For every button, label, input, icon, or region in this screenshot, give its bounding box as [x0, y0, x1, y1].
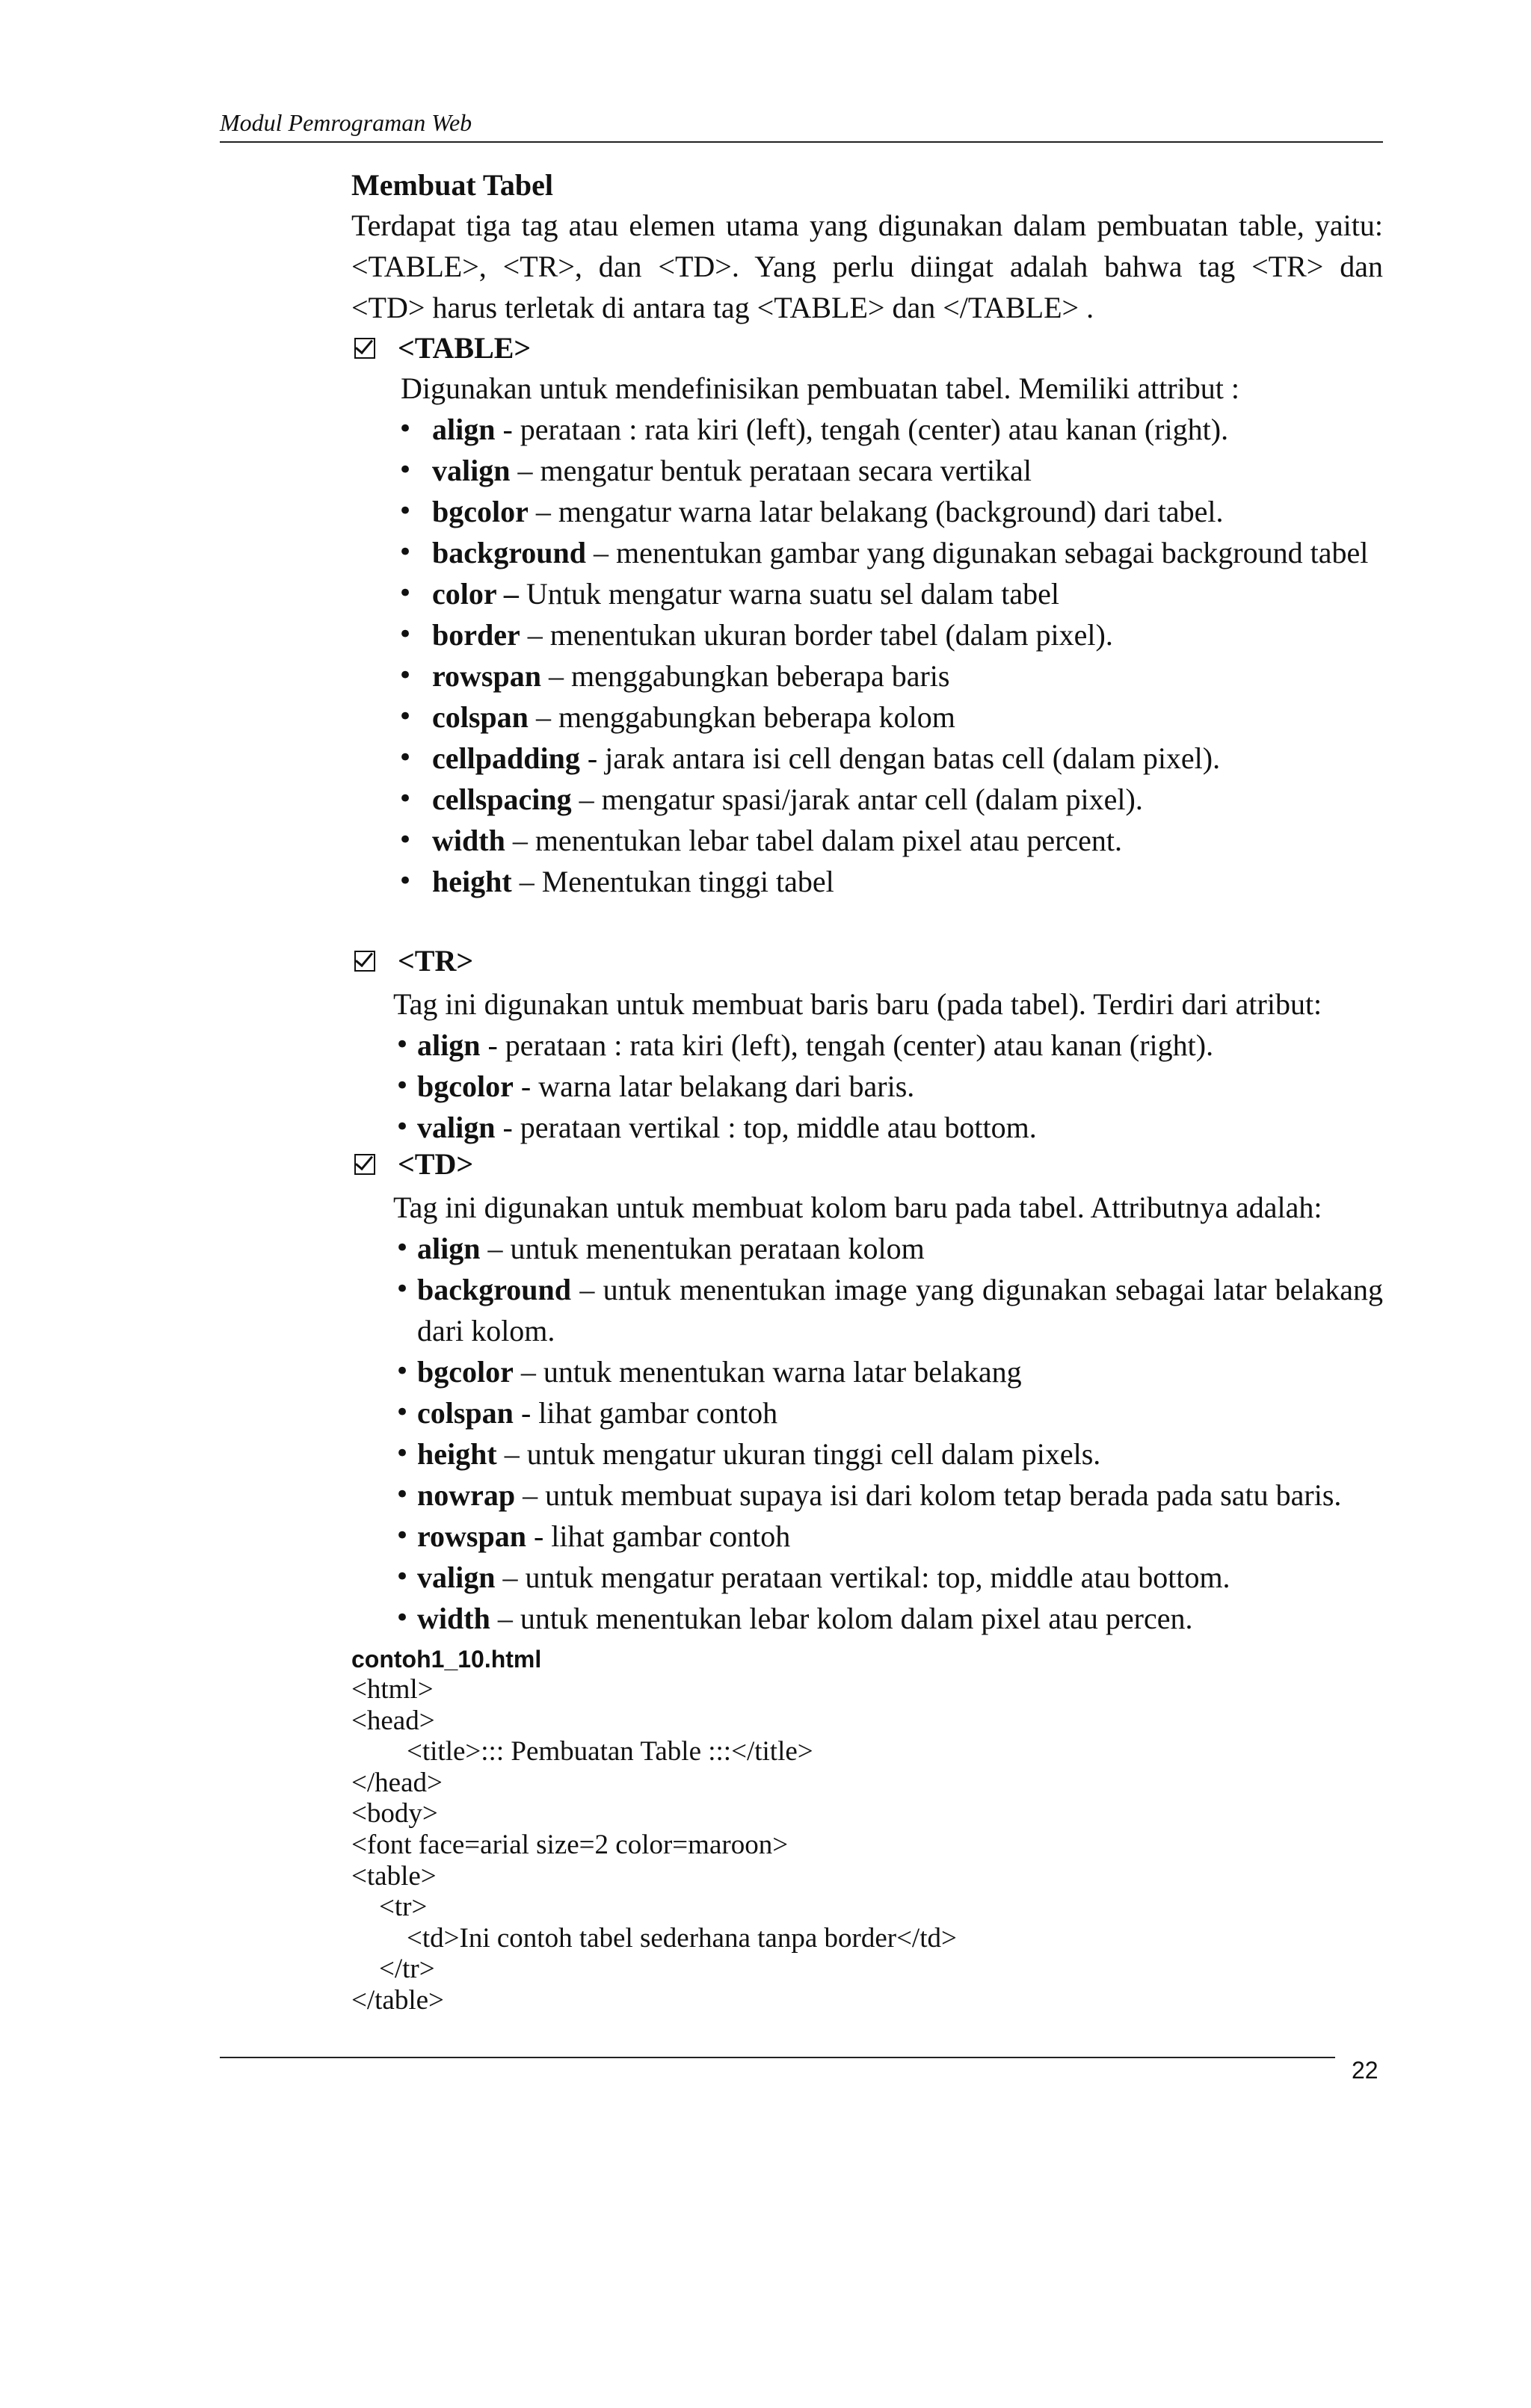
attribute-name: background	[432, 536, 587, 569]
attribute-description: – untuk menentukan lebar kolom dalam pixel atau percen.	[490, 1602, 1193, 1635]
checkbox-checked-icon	[354, 338, 375, 359]
attribute-item	[393, 1228, 1383, 1269]
attribute-description: – mengatur bentuk perataan secara vertikal	[510, 454, 1032, 487]
table-tag-heading-label: <TABLE>	[398, 331, 532, 365]
intro-line: <TD> harus terletak di antara tag <TABLE> dan </TABLE> .	[351, 291, 1094, 324]
td-tag-description: Tag ini digunakan untuk membuat kolom baru pada tabel. Attributnya adalah:	[393, 1191, 1322, 1224]
attribute-description: – menentukan gambar yang digunakan sebagai background tabel	[586, 536, 1369, 569]
attribute-item	[393, 1066, 1383, 1107]
attribute-description: – menggabungkan beberapa kolom	[528, 700, 955, 734]
attribute-description: – Menentukan tinggi tabel	[511, 865, 834, 898]
attribute-item	[393, 697, 1383, 738]
attribute-item	[393, 1025, 1383, 1066]
attribute-name: colspan	[417, 1396, 514, 1430]
attribute-item	[393, 409, 1383, 450]
attribute-name: rowspan	[432, 659, 541, 693]
attribute-description: - perataan : rata kiri (left), tengah (center) atau kanan (right).	[480, 1028, 1214, 1062]
attribute-item	[393, 1269, 1383, 1351]
code-line: <table>	[351, 1860, 437, 1892]
attribute-description: – untuk mengatur ukuran tinggi cell dalam pixels.	[496, 1437, 1101, 1471]
attribute-name: cellpadding	[432, 741, 580, 775]
attribute-item	[393, 614, 1383, 655]
attribute-item	[393, 1557, 1383, 1598]
attribute-name: colspan	[432, 700, 529, 734]
attribute-description: - warna latar belakang dari baris.	[513, 1069, 915, 1103]
code-line: <td>Ini contoh tabel sederhana tanpa border</td>	[351, 1922, 957, 1954]
attribute-item	[393, 573, 1383, 614]
td-tag-heading-label: <TD>	[398, 1147, 474, 1181]
attribute-name: background	[417, 1273, 572, 1306]
code-block	[351, 1674, 957, 2016]
attribute-description: – menentukan ukuran border tabel (dalam pixel).	[520, 618, 1113, 652]
tr-attribute-list	[393, 1025, 1383, 1148]
attribute-description: – untuk menentukan perataan kolom	[480, 1232, 925, 1265]
footer-rule	[220, 2057, 1335, 2058]
attribute-description: - perataan : rata kiri (left), tengah (center) atau kanan (right).	[495, 413, 1229, 446]
attribute-item	[393, 1392, 1383, 1433]
attribute-name: nowrap	[417, 1478, 516, 1512]
table-attribute-list	[393, 409, 1383, 902]
attribute-item	[393, 1107, 1383, 1148]
attribute-description: Untuk mengatur warna suatu sel dalam tabel	[518, 577, 1060, 611]
code-line: </head>	[351, 1767, 443, 1798]
attribute-name: align	[417, 1028, 481, 1062]
table-tag-description: Digunakan untuk mendefinisikan pembuatan tabel. Memiliki attribut :	[401, 371, 1239, 405]
attribute-item	[393, 532, 1383, 573]
attribute-name: bgcolor	[417, 1355, 514, 1389]
table-tag-heading	[354, 330, 531, 365]
attribute-name: border	[432, 618, 520, 652]
attribute-name: valign	[432, 454, 511, 487]
attribute-description: – untuk menentukan warna latar belakang	[513, 1355, 1022, 1389]
code-line: <font face=arial size=2 color=maroon>	[351, 1829, 789, 1860]
intro-line: <TABLE>, <TR>, dan <TD>. Yang perlu diingat adalah bahwa tag <TR> dan	[351, 250, 1383, 283]
attribute-name: align	[432, 413, 496, 446]
attribute-name: bgcolor	[417, 1069, 514, 1103]
attribute-item	[393, 861, 1383, 902]
code-line: </tr>	[351, 1954, 435, 1985]
attribute-description: – untuk menentukan image yang digunakan sebagai latar belakang dari kolom.	[417, 1273, 1383, 1347]
attribute-item	[393, 1351, 1383, 1392]
attribute-description: - perataan vertikal : top, middle atau bottom.	[495, 1111, 1037, 1144]
running-header: Modul Pemrograman Web	[220, 109, 472, 136]
tr-tag-description: Tag ini digunakan untuk membuat baris baru (pada tabel). Terdiri dari atribut:	[393, 987, 1322, 1021]
attribute-description: – untuk mengatur perataan vertikal: top, middle atau bottom.	[495, 1560, 1230, 1594]
attribute-item	[393, 1598, 1383, 1639]
code-line: <tr>	[351, 1892, 428, 1923]
attribute-description: – menggabungkan beberapa baris	[540, 659, 950, 693]
attribute-item	[393, 450, 1383, 491]
attribute-item	[393, 820, 1383, 861]
checkbox-checked-icon	[354, 951, 375, 972]
attribute-name: align	[417, 1232, 481, 1265]
attribute-item	[393, 1516, 1383, 1557]
attribute-name: height	[417, 1437, 497, 1471]
intro-paragraph	[351, 205, 1383, 328]
tr-tag-heading-label: <TR>	[398, 944, 474, 978]
code-line: <body>	[351, 1798, 438, 1830]
attribute-item	[393, 779, 1383, 820]
attribute-name: valign	[417, 1560, 496, 1594]
attribute-name: cellspacing	[432, 782, 572, 816]
td-attribute-list	[393, 1228, 1383, 1639]
attribute-description: – untuk membuat supaya isi dari kolom tetap berada pada satu baris.	[515, 1478, 1342, 1512]
attribute-name: bgcolor	[432, 495, 529, 528]
attribute-item	[393, 1433, 1383, 1475]
attribute-description: - lihat gambar contoh	[513, 1396, 778, 1430]
attribute-description: - lihat gambar contoh	[526, 1519, 791, 1553]
code-line: <head>	[351, 1705, 435, 1736]
tr-tag-heading	[354, 943, 473, 978]
code-line: <html>	[351, 1674, 434, 1705]
page-number: 22	[1352, 2057, 1378, 2084]
attribute-name: width	[417, 1602, 490, 1635]
attribute-description: - jarak antara isi cell dengan batas cell (dalam pixel).	[579, 741, 1221, 775]
attribute-name: color –	[432, 577, 519, 611]
attribute-description: – menentukan lebar tabel dalam pixel atau percent.	[505, 824, 1123, 857]
code-filename: contoh1_10.html	[351, 1646, 542, 1673]
code-line: <title>::: Pembuatan Table :::</title>	[351, 1736, 813, 1768]
header-rule	[220, 141, 1383, 143]
checkbox-checked-icon	[354, 1154, 375, 1175]
td-tag-heading	[354, 1146, 473, 1182]
attribute-description: – mengatur spasi/jarak antar cell (dalam pixel).	[571, 782, 1143, 816]
attribute-name: valign	[417, 1111, 496, 1144]
attribute-item	[393, 655, 1383, 697]
attribute-item	[393, 491, 1383, 532]
attribute-name: height	[432, 865, 512, 898]
code-line: </table>	[351, 1984, 444, 2016]
attribute-name: width	[432, 824, 505, 857]
section-title: Membuat Tabel	[351, 168, 554, 202]
attribute-name: rowspan	[417, 1519, 526, 1553]
intro-line: Terdapat tiga tag atau elemen utama yang digunakan dalam pembuatan table, yaitu:	[351, 209, 1383, 242]
attribute-description: – mengatur warna latar belakang (background) dari tabel.	[528, 495, 1224, 528]
attribute-item	[393, 738, 1383, 779]
attribute-item	[393, 1475, 1383, 1516]
